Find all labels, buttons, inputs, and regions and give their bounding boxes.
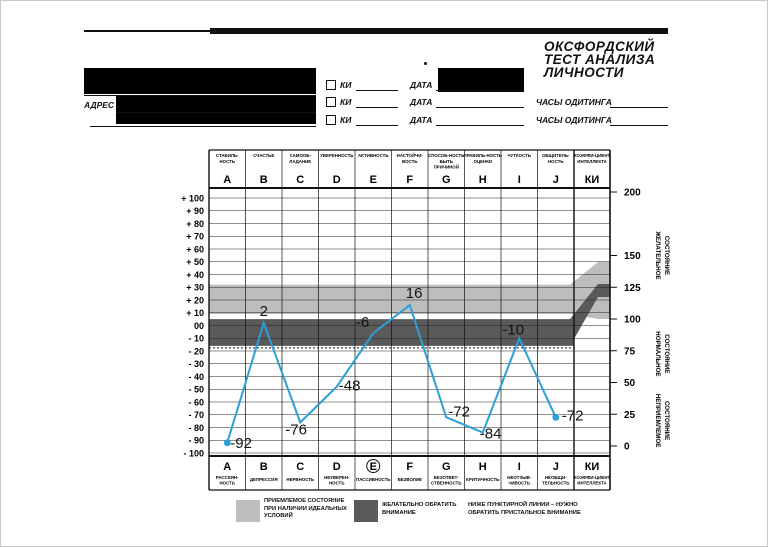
trait-bottom-label: ДЕПРЕССИЯ (249, 477, 278, 482)
trait-letter-bottom: D (332, 461, 341, 473)
date-label-2: ДАТА (410, 97, 433, 107)
y-tick-label: + 10 (186, 308, 204, 319)
y-tick-label: + 50 (186, 257, 204, 268)
trait-bottom-label: ПАССИВНОСТЬ (356, 477, 391, 482)
trait-letter-bottom: I (517, 461, 521, 473)
trait-letter-top: КИ (584, 174, 600, 186)
hours-label-3: ЧАСЫ ОДИТИНГА (536, 115, 612, 125)
trait-letter-top: I (517, 174, 521, 186)
data-value-label: -48 (338, 377, 361, 395)
y-tick-label: - 30 (188, 359, 204, 370)
legend-dotted-text: НИЖЕ ПУНКТИРНОЙ ЛИНИИ – НУЖНО ОБРАТИТЬ ПРИСТАЛЬНОЕ ВНИМАНИЕ (468, 502, 581, 516)
y-tick-label: + 100 (181, 193, 204, 204)
iq-tick-label: 75 (624, 346, 636, 358)
trait-bottom-label: НОСТЬ (219, 480, 235, 486)
trait-top-label: АКТИВНОСТЬ (358, 153, 389, 158)
iq-tick-label: 25 (624, 409, 636, 421)
trait-top-label: СТАБИЛЬ- (215, 153, 239, 158)
iq-tick-label: 50 (624, 378, 636, 389)
trait-top-label: ПРАВИЛЬ-НОСТЬ (463, 153, 502, 158)
y-tick-label: - 20 (188, 346, 204, 357)
legend-light-swatch (236, 500, 260, 522)
trait-top-label: НОСТЬ (548, 158, 564, 164)
trait-top-label: САМООБ- (289, 153, 311, 158)
ki-label-2: КИ (340, 97, 352, 107)
trait-top-label: СПОСОБ-НОСТЬ (428, 153, 465, 158)
trait-bottom-label: БЕЗВОЛИЕ (397, 477, 422, 482)
trait-letter-bottom: H (478, 461, 487, 473)
iq-zone-label: НОРМАЛЬНОЕ (654, 331, 661, 377)
trait-top-label: ПРИЧИНОЙ (433, 164, 459, 170)
ki-label-3: КИ (340, 115, 352, 125)
iq-tick-label: 0 (624, 441, 630, 453)
trait-letter-top: E (369, 174, 377, 186)
trait-bottom-label: НЕРВНОСТЬ (286, 477, 315, 482)
trait-letter-bottom: C (296, 461, 305, 473)
trait-top-label: БЫТЬ (439, 158, 453, 164)
y-tick-label: - 10 (188, 333, 204, 344)
date-label-1: ДАТА (410, 80, 433, 90)
trait-bottom-label: НЕОТЗЫВ- (507, 475, 532, 480)
trait-letter-bottom: КИ (584, 461, 600, 473)
y-tick-label: + 70 (186, 231, 204, 242)
trait-top-label: ОБЩИТЕЛЬ- (541, 153, 570, 158)
hours-label-2: ЧАСЫ ОДИТИНГА (536, 97, 612, 107)
trait-bottom-label: ЧИВОСТЬ (508, 480, 531, 486)
y-tick-label: + 40 (186, 269, 204, 280)
y-tick-label: + 20 (186, 295, 204, 306)
trait-top-label: ЛАДАНИЕ (289, 158, 312, 164)
trait-bottom-label: КОЭФФИ-ЦИЕНТ (573, 475, 611, 480)
y-tick-label: + 80 (186, 218, 204, 229)
trait-top-label: ОЦЕНКИ (473, 158, 493, 164)
y-tick-label: - 90 (188, 435, 204, 446)
address-label: АДРЕС (84, 100, 115, 110)
iq-zone-label: СОСТОЯНИЕ (663, 334, 670, 374)
data-point-marker (552, 414, 559, 421)
trait-bottom-label: РАССЕЯН- (215, 475, 239, 480)
trait-letter-top: D (332, 174, 341, 186)
ki-label-1: КИ (340, 80, 352, 90)
legend-dark-text: ЖЕЛАТЕЛЬНО ОБРАТИТЬ ВНИМАНИЕ (382, 502, 457, 516)
title-line-1: ОКСФОРДСКИЙ (544, 39, 655, 54)
iq-tick-label: 150 (624, 251, 641, 262)
trait-top-label: НАСТОЙЧИ- (396, 153, 423, 158)
trait-letter-top: B (259, 174, 268, 186)
trait-top-label: ЧУТКОСТЬ (507, 153, 531, 158)
y-tick-label: + 90 (186, 206, 204, 217)
data-value-label: -10 (502, 321, 525, 339)
iq-tick-label: 125 (624, 282, 641, 294)
title-line-3: ЛИЧНОСТИ (544, 65, 624, 80)
trait-letter-bottom: A (223, 461, 232, 473)
trait-letter-bottom: G (441, 461, 451, 473)
iq-zone-label: СОСТОЯНИЕ (663, 400, 670, 441)
legend-dark-swatch (354, 500, 378, 522)
trait-top-label: ИНТЕЛЛЕКТА (577, 158, 607, 164)
data-value-label: -76 (285, 421, 307, 439)
trait-bottom-label: КРИТИЧНОСТЬ (466, 477, 500, 482)
data-value-label: -72 (561, 407, 584, 425)
iq-tick-label: 200 (624, 187, 641, 199)
legend-light-text: ПРИЕМЛЕМОЕ СОСТОЯНИЕ ПРИ НАЛИЧИИ ИДЕАЛЬНЫХ УСЛОВИЙ (264, 498, 347, 519)
trait-letter-top: G (441, 174, 451, 186)
trait-letter-top: C (296, 174, 305, 186)
y-tick-label: - 70 (188, 410, 204, 421)
data-value-label: -6 (355, 314, 370, 332)
trait-top-label: УВЕРЕННОСТЬ (320, 153, 354, 158)
trait-top-label: КОЭФФИ-ЦИЕНТ (573, 153, 611, 158)
y-tick-label: - 60 (188, 397, 204, 408)
trait-bottom-label: НЕУВЕРЕН- (324, 475, 350, 480)
trait-top-label: ВОСТЬ (402, 158, 418, 164)
trait-letter-top: A (223, 174, 232, 186)
trait-letter-top: J (552, 174, 559, 186)
iq-zone-label: НЕПРИЕМЛЕМОЕ (654, 393, 661, 448)
trait-bottom-label: ИНТЕЛЛЕКТА (577, 480, 607, 486)
iq-zone-label: ЖЕЛАТЕЛЬНОЕ (654, 231, 661, 280)
data-value-label: -72 (448, 403, 470, 421)
trait-top-label: НОСТЬ (219, 158, 235, 164)
trait-letter-bottom: B (259, 461, 268, 473)
y-tick-label: - 40 (188, 371, 204, 382)
trait-top-label: СЧАСТЬЕ (253, 153, 275, 158)
y-tick-label: + 60 (186, 244, 204, 255)
trait-letter-bottom: J (552, 461, 559, 473)
y-tick-label: - 50 (188, 384, 204, 395)
y-tick-label: + 30 (186, 282, 204, 293)
trait-bottom-label: СТВЕННОСТЬ (431, 480, 462, 486)
trait-letter-bottom: F (406, 461, 414, 473)
trait-bottom-label: НОСТЬ (329, 480, 345, 486)
data-value-label: 2 (259, 302, 268, 320)
trait-bottom-label: БЕЗОТВЕТ- (433, 475, 459, 480)
data-value-label: -84 (479, 425, 502, 443)
data-value-label: 16 (405, 285, 423, 303)
y-tick-label: - 80 (188, 422, 204, 433)
y-tick-label: 00 (193, 320, 204, 331)
iq-tick-label: 100 (624, 314, 641, 326)
data-value-label: -92 (230, 434, 252, 452)
iq-zone-label: СОСТОЯНИЕ (663, 235, 670, 276)
trait-letter-bottom: E (369, 461, 377, 473)
trait-letter-top: H (478, 174, 487, 186)
title-line-2: ТЕСТ АНАЛИЗА (544, 52, 656, 67)
trait-bottom-label: ТЕЛЬНОСТЬ (542, 480, 570, 486)
y-tick-label: - 100 (183, 448, 204, 459)
date-label-3: ДАТА (410, 115, 433, 125)
trait-letter-top: F (406, 174, 414, 186)
trait-bottom-label: НЕОБЩИ- (544, 475, 567, 480)
